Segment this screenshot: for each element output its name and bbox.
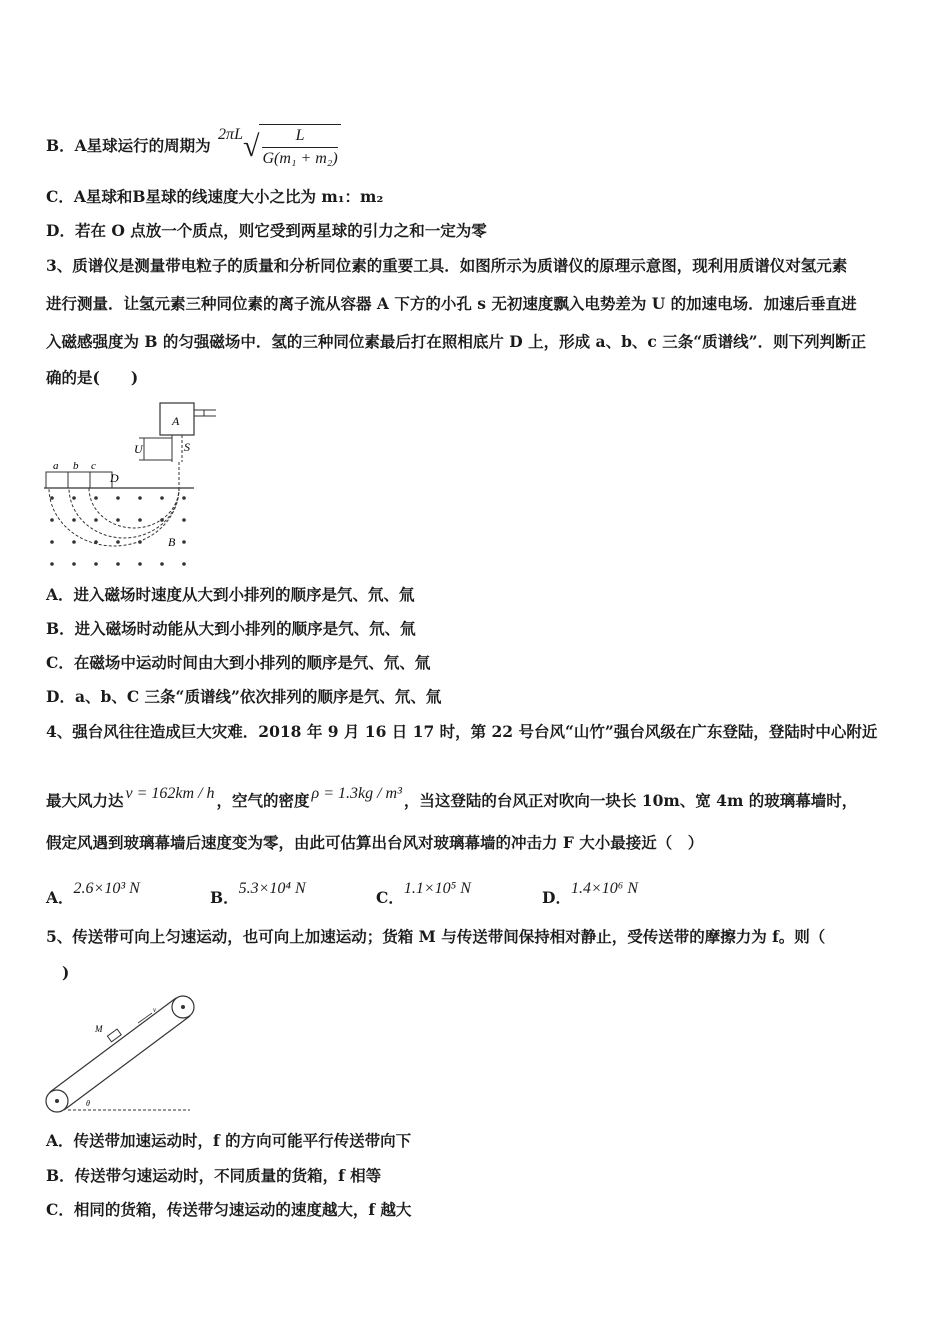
q4-line-1: 4、强台风往往造成巨大灾难．2018 年 9 月 16 日 17 时，第 22 号台风“山竹”强台风级在广东登陆，登陆时中心附近 (46, 722, 878, 741)
q4-line-2 (46, 783, 857, 812)
label-plate-d: D (110, 471, 119, 485)
label-velocity-v: v (153, 1006, 157, 1014)
q3-line-4: 确的是( ) (46, 368, 139, 387)
prev-option-b (46, 124, 341, 170)
label-container-a: A (172, 414, 180, 428)
label-field-b: B (168, 535, 176, 549)
q4-option-a (46, 878, 140, 909)
prev-option-c: C．A星球和B星球的线速度大小之比为 m₁：m₂ (46, 187, 384, 206)
formula-prefix: 2πL (218, 126, 243, 143)
q5-option-a: A．传送带加速运动时，f 的方向可能平行传送带向下 (46, 1131, 412, 1150)
q3-option-b: B．进入磁场时动能从大到小排列的顺序是氕、氘、氚 (46, 619, 416, 638)
q4-option-b (210, 878, 306, 909)
q3-line-1: 3、质谱仪是测量带电粒子的质量和分析同位素的重要工具．如图所示为质谱仪的原理示意图，现利用质谱仪对氢元素 (46, 256, 848, 275)
label-line-b: b (73, 460, 79, 472)
label-slit-s: S (184, 440, 190, 454)
label-voltage-u: U (134, 442, 143, 456)
label-line-a: a (53, 460, 59, 472)
q5-option-b: B．传送带匀速运动时，不同质量的货箱，f 相等 (46, 1166, 382, 1185)
wind-speed-formula: v = 162km / h (125, 785, 215, 802)
prev-option-b-label: B．A星球运行的周期为 (46, 136, 211, 155)
q4-option-c-label: C． (376, 888, 404, 907)
q5-line-1: 5、传送带可向上匀速运动，也可向上加速运动；货箱 M 与传送带间保持相对静止，受传送带的摩擦力为 f。则（ (46, 927, 826, 946)
q3-option-c: C．在磁场中运动时间由大到小排列的顺序是氕、氘、氚 (46, 653, 431, 672)
q3-line-3: 入磁感强度为 B 的匀强磁场中．氢的三种同位素最后打在照相底片 D 上，形成 a、b、c 三条“质谱线”．则下列判断正 (46, 332, 867, 351)
q4-line-2-part-a: 最大风力达 (46, 791, 124, 810)
q4-option-d-label: D． (542, 888, 571, 907)
q3-option-a: A．进入磁场时速度从大到小排列的顺序是氕、氘、氚 (46, 585, 415, 604)
air-density-formula: ρ = 1.3kg / m³ (311, 785, 402, 802)
conveyor-belt-diagram (40, 990, 200, 1118)
q4-option-a-value: 2.6×10³ N (73, 880, 140, 897)
q4-line-2-part-b: ，空气的密度 (216, 791, 310, 810)
q3-option-d: D．a、b、C 三条“质谱线”依次排列的顺序是氕、氘、氚 (46, 687, 442, 706)
q5-option-c: C．相同的货箱，传送带匀速运动的速度越大，f 越大 (46, 1200, 412, 1219)
formula-numerator: L (262, 125, 337, 148)
q4-option-b-value: 5.3×10⁴ N (238, 880, 306, 897)
q4-line-2-part-c: ，当这登陆的台风正对吹向一块长 10m、宽 4m 的玻璃幕墙时， (403, 791, 858, 810)
q5-line-2: ) (62, 963, 70, 982)
period-formula: 2πL√ $\frac{L}{\text{G(m₁ + m₂)}}$ (218, 124, 341, 170)
q4-option-b-label: B． (210, 888, 239, 907)
q4-option-d (542, 878, 638, 909)
label-line-c: c (91, 460, 96, 472)
q4-line-3: 假定风遇到玻璃幕墙后速度变为零，由此可估算出台风对玻璃幕墙的冲击力 F 大小最接近（ ） (46, 833, 704, 852)
q3-line-2: 进行测量．让氢元素三种同位素的离子流从容器 A 下方的小孔 s 无初速度飘入电势差为 U 的加速电场．加速后垂直进 (46, 294, 857, 313)
q4-option-c (376, 878, 471, 909)
label-angle-theta: θ (86, 1099, 90, 1108)
label-box-m: M (95, 1024, 103, 1034)
formula-denominator: G(m₁ + m₂) (262, 150, 338, 167)
prev-option-d: D．若在 O 点放一个质点，则它受到两星球的引力之和一定为零 (46, 221, 487, 240)
mass-spectrometer-diagram (44, 398, 224, 570)
q4-option-c-value: 1.1×10⁵ N (403, 880, 471, 897)
q4-option-d-value: 1.4×10⁶ N (570, 880, 638, 897)
q4-option-a-label: A． (46, 888, 74, 907)
